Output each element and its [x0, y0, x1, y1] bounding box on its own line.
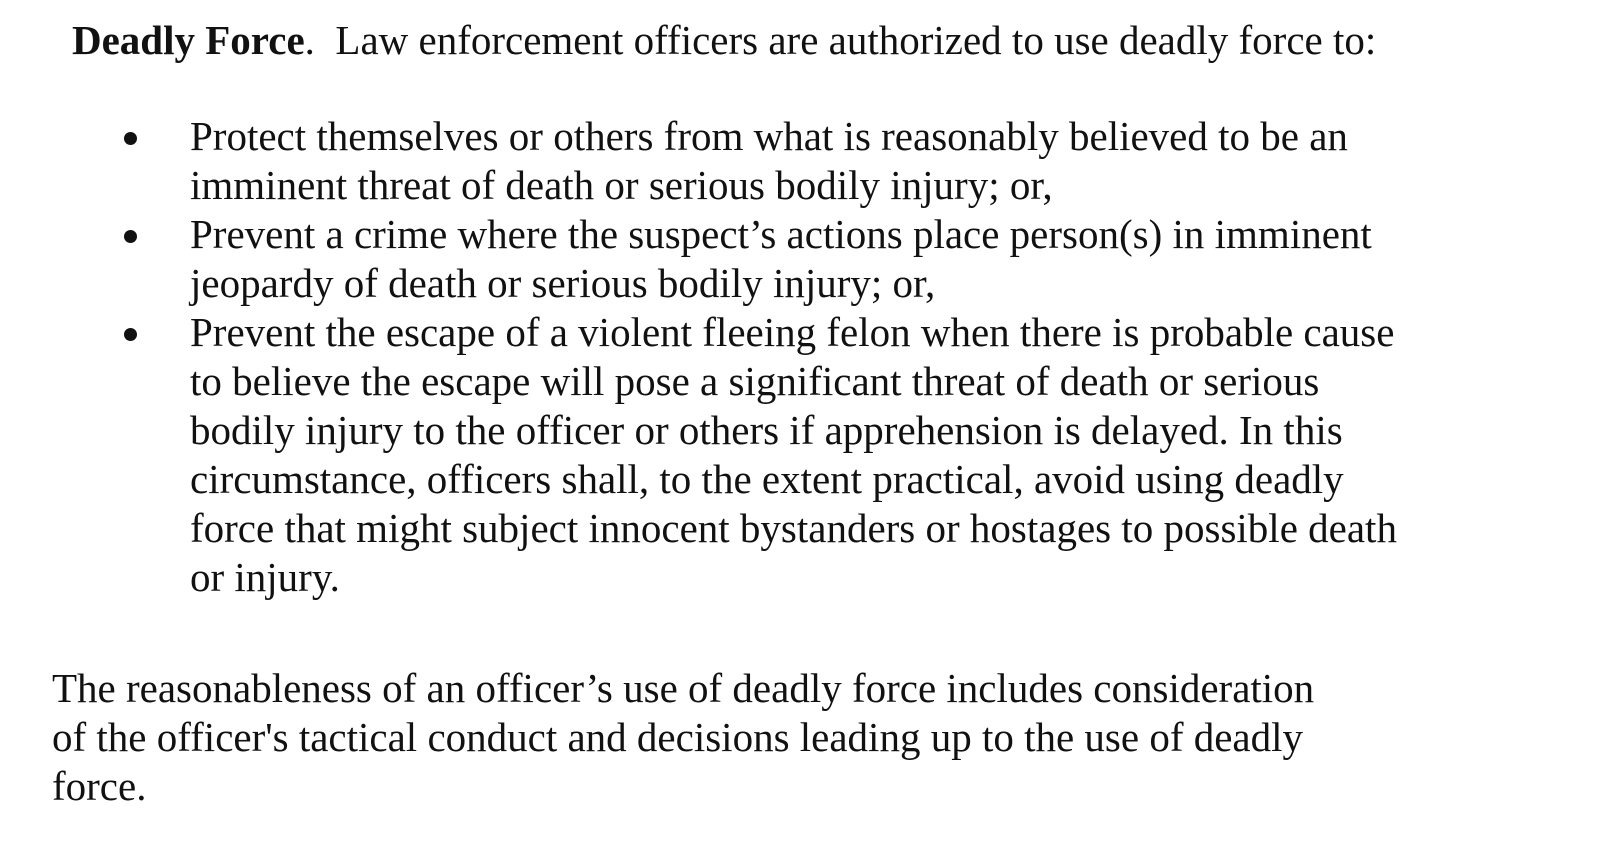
- deadly-force-term: Deadly Force: [72, 17, 305, 63]
- bullet-dot-icon: [124, 230, 137, 243]
- reasonableness-paragraph: The reasonableness of an officer’s use of deadly force includes consideration of the officer's tactical conduct and decisions leading up to the use of deadly force.: [52, 665, 1315, 809]
- bullet-text-protect: Protect themselves or others from what is reasonably believed to be an imminent threat of death or serious bodily injury; or,: [190, 113, 1348, 208]
- bullet-item-protect: [0, 112, 1600, 210]
- bullet-item-prevent-crime: [0, 210, 1600, 308]
- bullet-dot-icon: [124, 132, 137, 145]
- heading-lead-text: Law enforcement officers are authorized to use deadly force to:: [314, 17, 1377, 63]
- deadly-force-heading-paragraph: [72, 14, 1582, 66]
- bullet-item-prevent-escape: [0, 308, 1600, 602]
- bullet-text-prevent-escape: Prevent the escape of a violent fleeing felon when there is probable cause to believe the escape will pose a significant threat of death or serious bodily injury to the officer or others if apprehension is delayed. In this circumstance, officers shall, to the extent practical, avoid using deadly force that might subject innocent bystanders or hostages to possible death or injury.: [190, 309, 1397, 600]
- heading-term-period: .: [304, 17, 315, 63]
- authorization-bullet-list: [0, 112, 1600, 602]
- bullet-dot-icon: [124, 328, 137, 341]
- bullet-text-prevent-crime: Prevent a crime where the suspect’s actions place person(s) in imminent jeopardy of death or serious bodily injury; or,: [190, 211, 1372, 306]
